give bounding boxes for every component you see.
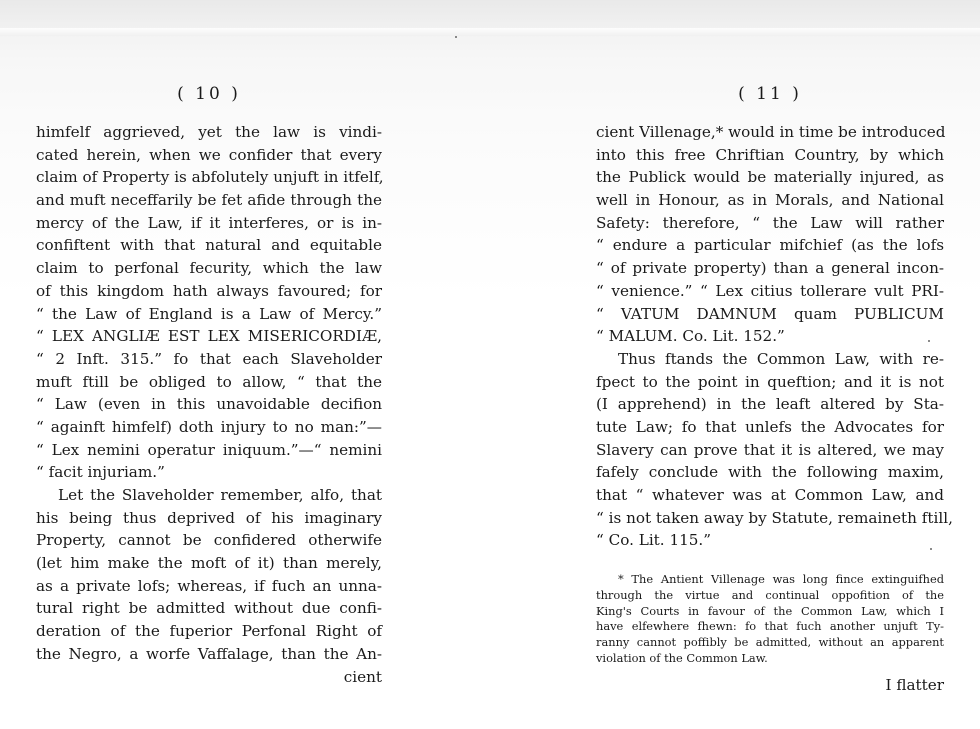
text-line: Let the Slaveholder remember, alfo, that [58, 486, 382, 504]
text-line: as a private lofs; whereas, if fuch an unna- [36, 576, 382, 595]
body-text [36, 121, 382, 688]
text-line: “ is not taken away by Statute, remaineth ftill, [596, 508, 953, 527]
text-line: himfelf aggrieved, yet the law is vindi- [36, 123, 382, 141]
text-line: the Negro, a worfe Vaffalage, than the An- [36, 644, 382, 663]
text-line: tute Law; fo that unlefs the Advocates for [596, 417, 944, 436]
text-line: “ venience.” “ Lex citius tollerare vult PRI- [596, 281, 944, 300]
text-line: confiftent with that natural and equitable [36, 236, 382, 255]
footnote [596, 572, 944, 667]
text-line: “ VATUM DAMNUM quam PUBLICUM [596, 304, 944, 323]
text-line: “ facit injuriam.” [36, 463, 165, 482]
scan-edge-band [0, 28, 980, 36]
text-line: Property, cannot be confidered otherwife [36, 531, 382, 550]
text-line: “ Law (even in this unavoidable decifion [36, 395, 382, 414]
text-line: cated herein, when we confider that every [36, 145, 382, 164]
footnote-line: * The Antient Villenage was long fince extinguifhed [618, 572, 944, 586]
text-line: his being thus deprived of his imaginary [36, 508, 382, 527]
text-line: Thus ftands the Common Law, with re- [618, 349, 944, 368]
footnote-line: ranny cannot poffibly be admitted, without an apparent [596, 635, 944, 650]
text-line: “ againft himfelf) doth injury to no man:”— [36, 417, 382, 436]
catchword: cient [343, 667, 382, 686]
text-line: the Publick would be materially injured, as [596, 168, 944, 187]
footnote-line: have elfewhere fhewn: fo that fuch another unjuft Ty- [596, 619, 944, 634]
text-line: “ MALUM. Co. Lit. 152.” [596, 327, 785, 346]
footnote-line: King's Courts in favour of the Common Law, which I [596, 603, 944, 618]
text-line: “ LEX ANGLIÆ EST LEX MISERICORDIÆ, [36, 327, 382, 346]
page-number: ( 10 ) [177, 84, 241, 104]
text-line: claim of Property is abfolutely unjuft in itfelf, [36, 168, 384, 187]
text-line: of this kingdom hath always favoured; for [36, 281, 382, 300]
text-line: deration of the fuperior Perfonal Right of [36, 622, 382, 641]
text-line: and muft neceffarily be fet afide through the [36, 191, 382, 210]
text-line: claim to perfonal fecurity, which the law [36, 259, 382, 278]
text-line: “ of private property) than a general incon- [596, 259, 944, 278]
text-line: cient Villenage,* would in time be introduced [596, 123, 946, 141]
page-number: ( 11 ) [738, 84, 802, 104]
text-line: fpect to the point in queftion; and it is not [596, 372, 944, 391]
text-line: “ Co. Lit. 115.” [596, 531, 712, 550]
scan-speck [928, 340, 930, 342]
text-line: Safety: therefore, “ the Law will rather [596, 213, 944, 232]
text-line: “ the Law of England is a Law of Mercy.” [36, 304, 382, 323]
text-line: mercy of the Law, if it interferes, or is in- [36, 213, 382, 232]
text-line: muft ftill be obliged to allow, “ that the [36, 372, 382, 391]
text-line: fafely conclude with the following maxim, [596, 463, 944, 482]
text-line: tural right be admitted without due confi- [36, 599, 382, 618]
text-line: that “ whatever was at Common Law, and [596, 486, 944, 504]
text-line: into this free Chriftian Country, by which [596, 145, 944, 164]
text-line: “ 2 Inft. 315.” fo that each Slaveholder [36, 349, 382, 368]
catchword: I flatter [885, 676, 944, 694]
text-line: Slavery can prove that it is altered, we may [596, 440, 944, 459]
text-line: (let him make the moft of it) than merely, [36, 554, 382, 573]
scan-speck [455, 36, 457, 38]
footnote-line: through the virtue and continual oppofition of the [596, 587, 944, 602]
text-line: “ Lex nemini operatur iniquum.”—“ nemini [36, 440, 382, 459]
body-text [596, 121, 953, 552]
text-line: well in Honour, as in Morals, and National [596, 191, 944, 210]
footnote-line: violation of the Common Law. [596, 650, 768, 665]
text-line: (I apprehend) in the leaft altered by Sta- [596, 395, 944, 414]
scan-speck [930, 548, 932, 550]
text-line: “ endure a particular mifchief (as the lofs [596, 236, 944, 255]
